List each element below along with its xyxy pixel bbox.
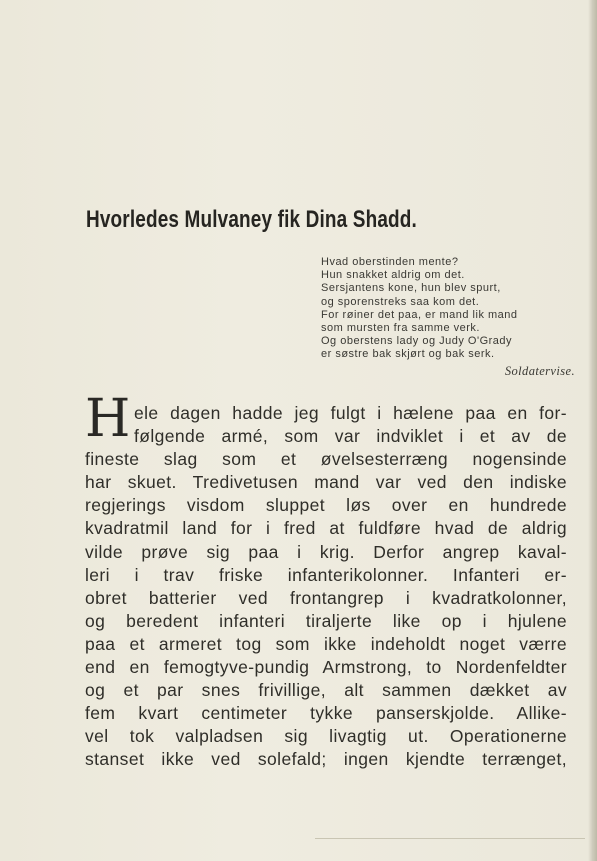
epigraph-line: som mursten fra samme verk.: [321, 322, 480, 335]
epigraph-line: For røiner det paa, er mand lik mand: [321, 308, 518, 321]
body-line: paa et armeret tog som ikke indeholdt noget værre: [85, 633, 567, 654]
body-line: obret batterier ved frontangrep i kvadratkolonner,: [85, 587, 567, 608]
page-bottom-rule: [315, 838, 585, 839]
epigraph-line: Hvad oberstinden mente?: [321, 256, 459, 268]
drop-cap: H: [85, 389, 131, 449]
epigraph-line: Sersjantens kone, hun blev spurt,: [321, 282, 501, 295]
body-line: vel tok valpladsen sig livagtig ut. Operationerne: [85, 726, 567, 747]
body-line: regjerings visdom sluppet løs over en hundrede: [85, 495, 567, 516]
body-line: og et par snes frivillige, alt sammen dækket av: [85, 680, 567, 701]
body-line: leri i trav friske infanterikolonner. Infanteri er-: [85, 564, 567, 585]
body-text: [85, 402, 567, 772]
body-line: end en femogtyve-pundig Armstrong, to Nordenfeldter: [85, 657, 567, 678]
body-line: har skuet. Tredivetusen mand var ved den indiske: [85, 472, 567, 493]
body-line: kvadratmil land for i fred at fuldføre hvad de aldrig: [85, 518, 567, 539]
epigraph-line: Og oberstens lady og Judy O'Grady: [321, 335, 513, 348]
body-line: vilde prøve sig paa i krig. Derfor angrep kaval-: [85, 541, 567, 562]
epigraph-source: Soldatervise.: [504, 363, 575, 378]
body-line: stanset ikke ved solefald; ingen kjendte terrænget,: [85, 749, 567, 770]
epigraph-line: og sporenstreks saa kom det.: [321, 295, 480, 308]
body-line: fem kvart centimeter tykke panserskjolde. Allike-: [85, 703, 567, 724]
epigraph-line: er søstre bak skjørt og bak serk.: [321, 348, 495, 361]
epigraph: [321, 256, 577, 378]
body-line: og beredent infanteri tiraljerte like op i hjulene: [85, 610, 567, 631]
body-line: fineste slag som et øvelsesterræng nogensinde: [85, 449, 567, 470]
body-line: ele dagen hadde jeg fulgt i hælene paa en for-: [134, 403, 567, 423]
epigraph-line: Hun snakket aldrig om det.: [321, 269, 465, 282]
chapter-title: Hvorledes Mulvaney fik Dina Shadd.: [86, 206, 417, 233]
body-line: følgende armé, som var indviklet i et av de: [134, 426, 567, 447]
page-edge-shadow: [588, 0, 597, 861]
